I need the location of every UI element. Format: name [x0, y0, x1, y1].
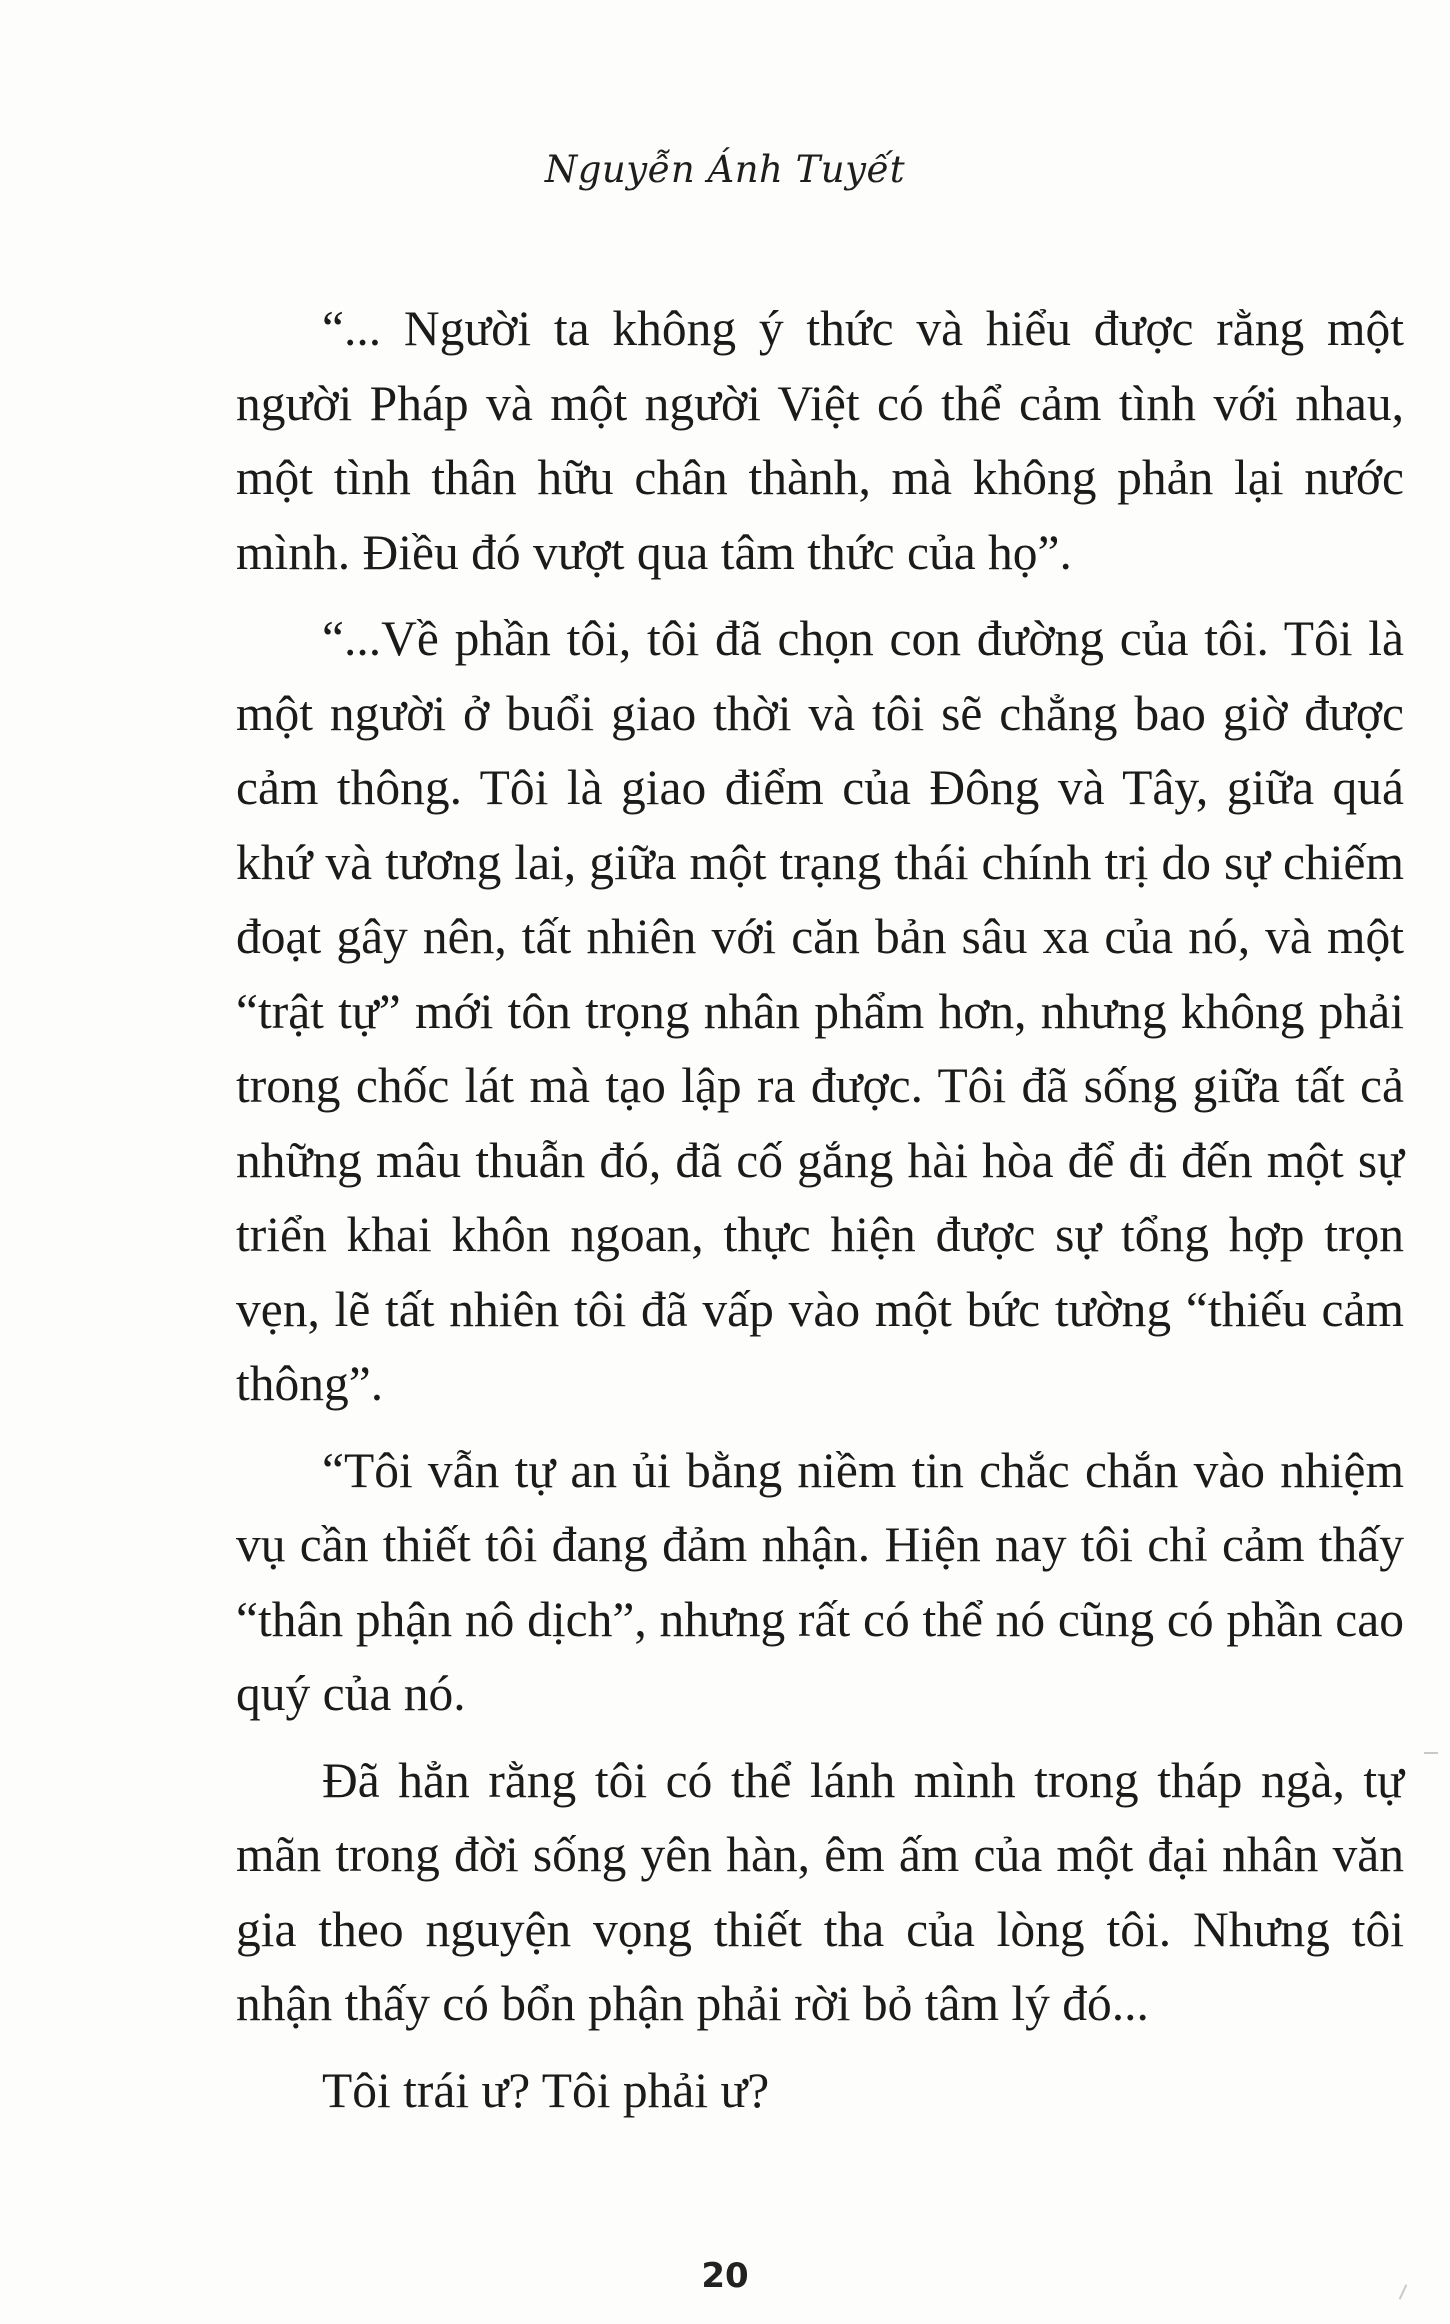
page-number: 20 — [701, 2256, 749, 2296]
running-header-author: Nguyễn Ánh Tuyết — [544, 148, 906, 191]
paragraph-2: “...Về phần tôi, tôi đã chọn con đường của tôi. Tôi là một người ở buổi giao thời và tôi sẽ chẳng bao giờ được cảm thông. Tôi là giao điểm của Đông và Tây, giữa quá khứ và tương lai, giữa một trạng thái chính trị do sự chiếm đoạt gây nên, tất nhiên với căn bản sâu xa của nó, và một “trật tự” mới tôn trọng nhân phẩm hơn, nhưng không phải trong chốc lát mà tạo lập ra được. Tôi đã sống giữa tất cả những mâu thuẫn đó, đã cố gắng hài hòa để đi đến một sự triển khai khôn ngoan, thực hiện được sự tổng hợp trọn vẹn, lẽ tất nhiên tôi đã vấp vào một bức tường “thiếu cảm thông”. — [236, 611, 1404, 1411]
paragraph-3: “Tôi vẫn tự an ủi bằng niềm tin chắc chắn vào nhiệm vụ cần thiết tôi đang đảm nhận. Hiện nay tôi chỉ cảm thấy “thân phận nô dịch”, nhưng rất có thể nó cũng có phần cao quý của nó. — [236, 1442, 1404, 1721]
paragraph-5: Tôi trái ư? Tôi phải ư? — [322, 2062, 770, 2118]
paragraph-1: “... Người ta không ý thức và hiểu được rằng một người Pháp và một người Việt có thể cảm tình với nhau, một tình thân hữu chân thành, mà không phản lại nước mình. Điều đó vượt qua tâm thức của họ”. — [236, 301, 1404, 580]
edge-scratch-mark — [1424, 1752, 1438, 1754]
body-text — [236, 292, 1404, 2128]
paragraph-4: Đã hẳn rằng tôi có thể lánh mình trong tháp ngà, tự mãn trong đời sống yên hàn, êm ấm của một đại nhân văn gia theo nguyện vọng thiết tha của lòng tôi. Nhưng tôi nhận thấy có bổn phận phải rời bỏ tâm lý đó... — [236, 1752, 1404, 2031]
